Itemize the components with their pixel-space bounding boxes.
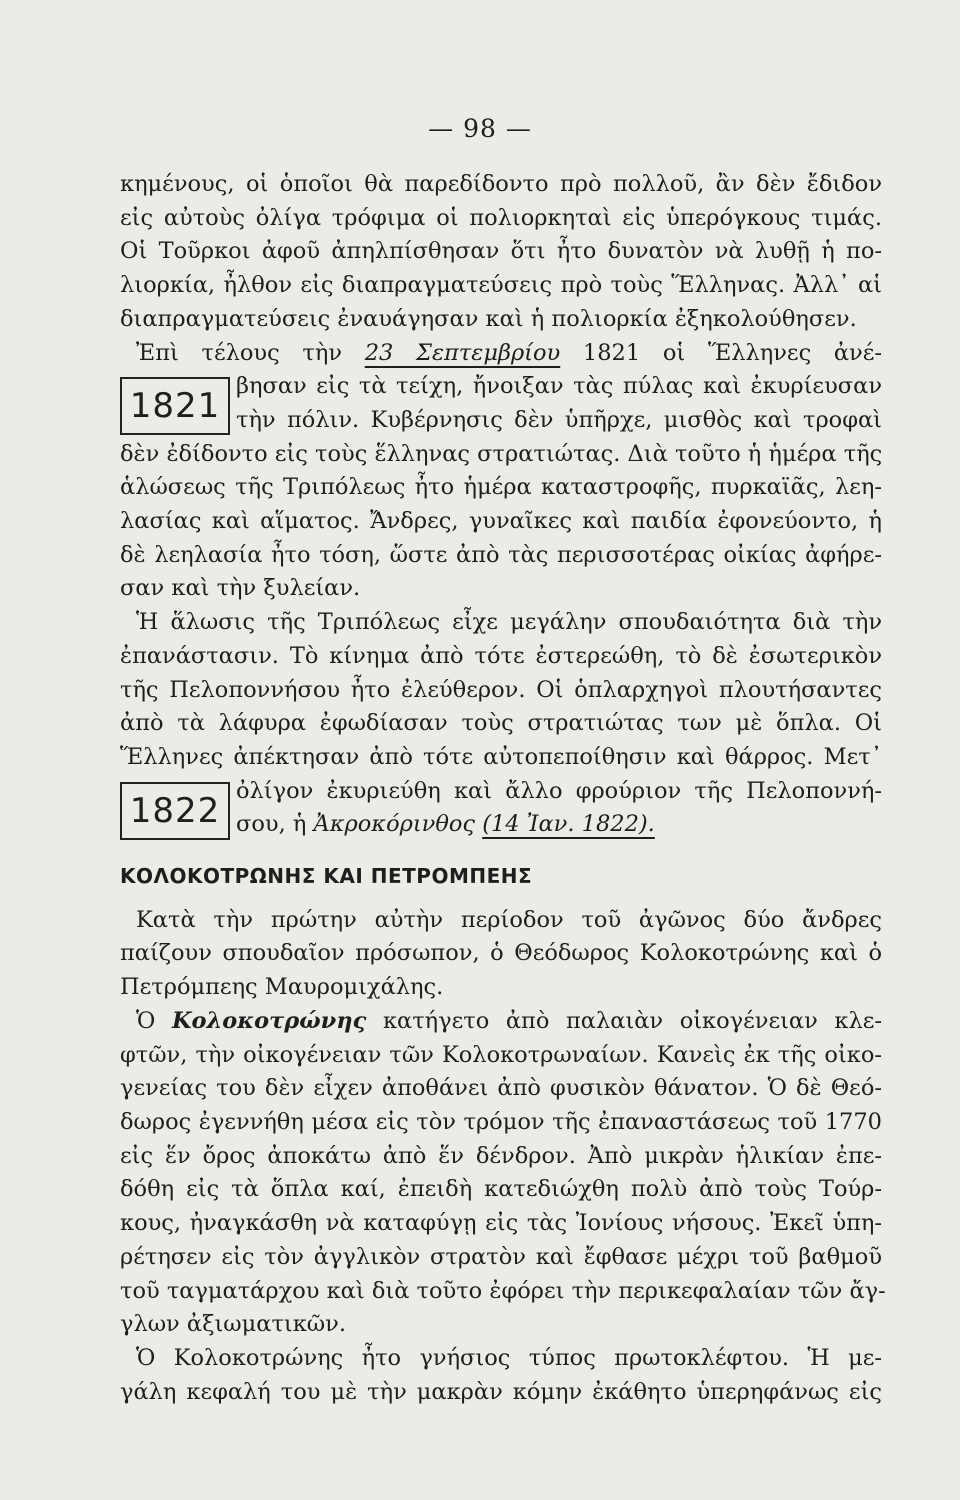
text-line: κημένους, οἱ ὁποῖοι θὰ παρεδίδοντο πρὸ πολλοῦ, ἂν δὲν ἔδιδον	[120, 171, 882, 197]
text-line: φτῶν, τὴν οἰκογένειαν τῶν Κολοκοτρωναίων. Κανεὶς ἐκ τῆς οἰκο-	[120, 1041, 882, 1068]
text-line: δωρος ἐγεννήθη μέσα εἰς τὸν τρόμον τῆς ἐπαναστάσεως τοῦ 1770	[120, 1108, 882, 1135]
text-fragment: Ὁ	[136, 1007, 172, 1034]
text-line: ἐπανάστασιν. Τὸ κίνημα ἀπὸ τότε ἐστερεώθη, τὸ δὲ ἐσωτερικὸν	[120, 642, 882, 669]
text-fragment: κατήγετο ἀπὸ παλαιὰν οἰκογένειαν κλε-	[366, 1007, 882, 1034]
text-fragment: 1821 οἱ Ἕλληνες ἀνέ-	[560, 339, 882, 366]
text-line: Ἕλληνες ἀπέκτησαν ἀπὸ τότε αὐτοπεποίθησιν καὶ θάρρος. Μετ᾽	[120, 743, 882, 770]
text-line: δὲν ἐδίδοντο εἰς τοὺς ἕλληνας στρατιώτας. Διὰ τοῦτο ἡ ἡμέρα τῆς	[120, 440, 883, 467]
year-box-1821: 1821	[120, 377, 230, 435]
paragraph-two-men	[120, 904, 882, 1005]
text-line: εἰς αὐτοὺς ὀλίγα τρόφιμα οἱ πολιορκηταὶ εἰς ὑπερόγκους τιμάς.	[120, 204, 882, 231]
paragraph-kolokotronis-type	[120, 1342, 882, 1409]
text-line: τῆς Πελοποννήσου ἦτο ἐλεύθερον. Οἱ ὁπλαρχηγοὶ πλουτήσαντες	[120, 676, 882, 703]
paragraph-capture-tripoli	[120, 337, 882, 607]
text-line: παίζουν σπουδαῖον πρόσωπον, ὁ Θεόδωρος Κολοκοτρώνης καὶ ὁ	[120, 940, 882, 967]
text-line: λιορκία, ἦλθον εἰς διαπραγματεύσεις πρὸ τοὺς Ἕλληνας. Ἀλλ᾽ αἱ	[120, 272, 882, 299]
text-fragment: Ἐπὶ τέλους τὴν	[136, 339, 365, 366]
section-heading: ΚΟΛΟΚΟΤΡΩΝΗΣ ΚΑΙ ΠΕΤΡΟΜΠΕΗΣ	[120, 864, 533, 889]
text-line	[120, 1005, 882, 1039]
text-line: ἁλώσεως τῆς Τριπόλεως ἦτο ἡμέρα καταστροφῆς, πυρκαϊᾶς, λεη-	[120, 474, 882, 501]
paragraph-kolokotronis-origin	[120, 1005, 886, 1342]
text-line: σαν καὶ τὴν ξυλείαν.	[120, 575, 361, 602]
name-kolokotronis: Κολοκοτρώνης	[171, 1007, 367, 1034]
text-line: Κατὰ τὴν πρώτην αὐτὴν περίοδον τοῦ ἀγῶνος δύο ἄνδρες	[136, 906, 882, 933]
page-number: — 98 —	[428, 114, 532, 143]
text-line: γενείας του δὲν εἶχεν ἀποθάνει ἀπὸ φυσικὸν θάνατον. Ὁ δὲ Θεό-	[120, 1075, 882, 1102]
year-box-1822: 1822	[120, 782, 230, 840]
year-block-1822	[120, 775, 882, 842]
paragraph-significance	[120, 606, 882, 842]
date-jan-1822: (14 Ἰαν. 1822).	[482, 811, 655, 838]
text-line: λασίας καὶ αἵματος. Ἄνδρες, γυναῖκες καὶ παιδία ἐφονεύοντο, ἡ	[120, 508, 882, 535]
paragraph-siege-negotiations	[120, 168, 882, 337]
text-line: δὲ λεηλασία ἦτο τόση, ὥστε ἀπὸ τὰς περισσοτέρας οἰκίας ἀφήρε-	[120, 541, 882, 568]
text-line: τοῦ ταγματάρχου καὶ διὰ τοῦτο ἐφόρει τὴν περικεφαλαίαν τῶν ἄγ-	[120, 1277, 886, 1304]
text-line: ὀλίγον ἐκυριεύθη καὶ ἄλλο φρούριον τῆς Πελοποννή-	[236, 777, 882, 804]
place-akrokorinthos: Ἀκροκόρινθος	[313, 811, 476, 838]
text-line: γλων ἀξιωματικῶν.	[120, 1311, 346, 1338]
text-line: βησαν εἰς τὰ τείχη, ἤνοιξαν τὰς πύλας καὶ ἐκυρίευσαν	[236, 373, 882, 400]
text-line: εἰς ἕν ὄρος ἀποκάτω ἀπὸ ἕν δένδρον. Ἀπὸ μικρὰν ἡλικίαν ἐπε-	[120, 1142, 882, 1169]
text-fragment: σου, ἡ	[236, 811, 314, 838]
text-line: ρέτησεν εἰς τὸν ἀγγλικὸν στρατὸν καὶ ἔφθασε μέχρι τοῦ βαθμοῦ	[120, 1243, 882, 1270]
text-line	[120, 808, 882, 842]
text-line: Οἱ Τοῦρκοι ἀφοῦ ἀπηλπίσθησαν ὅτι ἦτο δυνατὸν νὰ λυθῇ ἡ πο-	[120, 238, 882, 265]
text-line: Πετρόμπεης Μαυρομιχάλης.	[120, 974, 444, 1001]
text-line: δόθη εἰς τὰ ὅπλα καί, ἐπειδὴ κατεδιώχθη πολὺ ἀπὸ τοὺς Τούρ-	[120, 1176, 882, 1203]
text-line: ἀπὸ τὰ λάφυρα ἐφωδίασαν τοὺς στρατιώτας των μὲ ὅπλα. Οἱ	[120, 710, 882, 737]
text-line: γάλη κεφαλή του μὲ τὴν μακρὰν κόμην ἐκάθητο ὑπερηφάνως εἰς	[120, 1378, 882, 1405]
year-block-1821	[120, 370, 882, 437]
text-line: Ἡ ἅλωσις τῆς Τριπόλεως εἶχε μεγάλην σπουδαιότητα διὰ τὴν	[136, 609, 882, 636]
text-line: Ὁ Κολοκοτρώνης ἦτο γνήσιος τύπος πρωτοκλέφτου. Ἡ με-	[136, 1344, 882, 1371]
text-line: κους, ἠναγκάσθη νὰ καταφύγῃ εἰς τὰς Ἰονίους νήσους. Ἐκεῖ ὑπη-	[120, 1210, 882, 1237]
text-line: διαπραγματεύσεις ἐναυάγησαν καὶ ἡ πολιορκία ἐξηκολούθησεν.	[120, 305, 857, 332]
date-sept-1821: 23 Σεπτεμβρίου	[364, 339, 561, 366]
text-line	[120, 337, 882, 371]
body-text	[120, 168, 886, 1409]
text-line: τὴν πόλιν. Κυβέρνησις δὲν ὑπῆρχε, μισθὸς καὶ τροφαὶ	[236, 406, 882, 433]
